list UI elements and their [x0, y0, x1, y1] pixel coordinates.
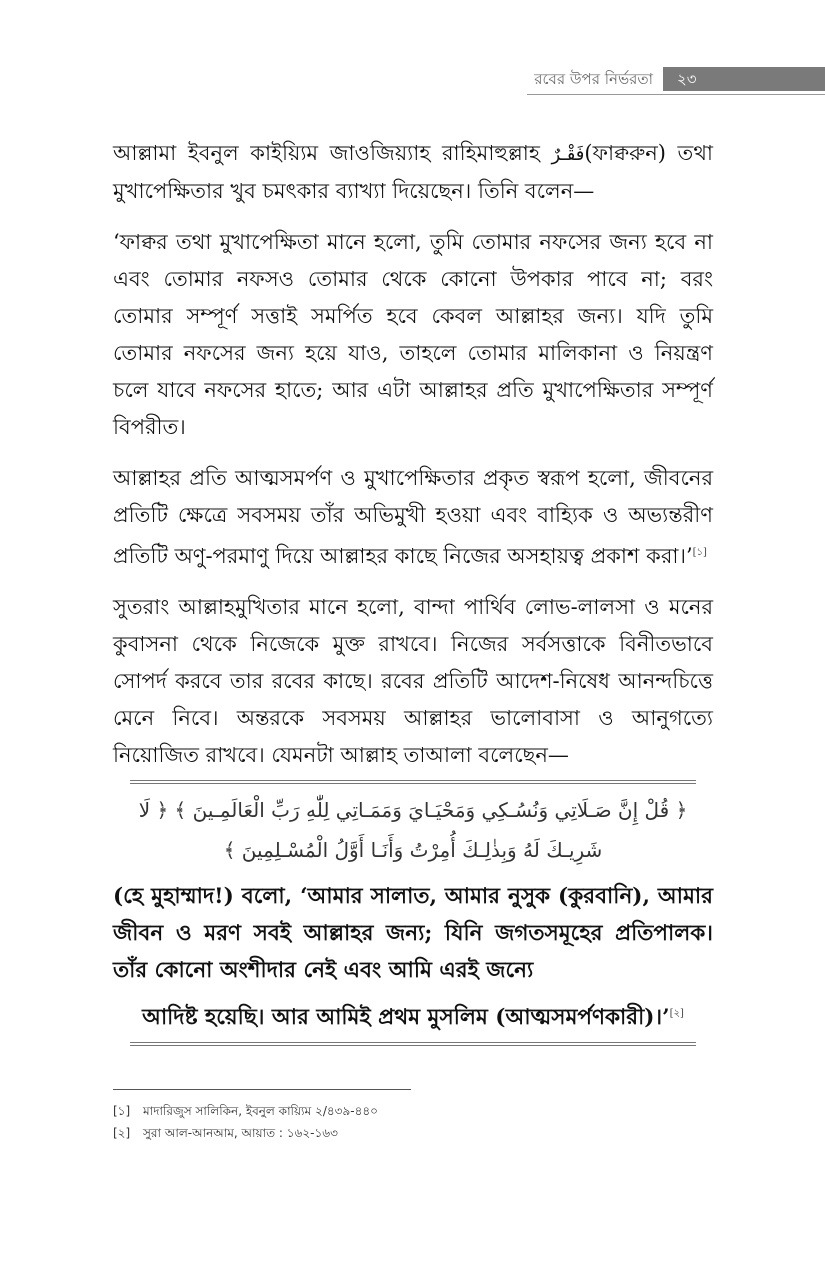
footnote-ref-2[interactable]: [২]: [669, 1008, 684, 1019]
paragraph-4: সুতরাং আল্লাহমুখিতার মানে হলো, বান্দা পার্থিব লোভ-লালসা ও মনের কুবাসনা থেকে নিজেকে মুক্ত রাখবে। নিজের সর্বসত্তাকে বিনীতভাবে সোপর্দ করবে তার রবের কাছে। রবের প্রতিটি আদেশ-নিষেধ আনন্দচিত্তে মেনে নিবে। অন্তরকে সবসময় আল্লাহর ভালোবাসা ও আনুগত্যে নিয়োজিত রাখবে। যেমনটা আল্লাহ তাআলা বলেছেন—: [113, 595, 713, 767]
footnote-2-text: সুরা আল-আনআম, আয়াত : ১৬২-১৬৩: [143, 1126, 338, 1140]
verse-translation: [113, 878, 713, 989]
verse-bottom-rule: [130, 1042, 696, 1046]
quran-verse: [113, 790, 713, 870]
footnote-1-marker: [১]: [113, 1104, 131, 1118]
header-rule: [527, 94, 825, 95]
footnotes: [113, 1100, 378, 1144]
verse-top-rule: [130, 780, 696, 784]
running-header: [0, 67, 825, 95]
paragraph-3-text: আল্লাহর প্রতি আত্মসমর্পণ ও মুখাপেক্ষিতার প্রকৃত স্বরূপ হলো, জীবনের প্রতিটি ক্ষেত্রে সবসময় তাঁর অভিমুখী হওয়া এবং বাহ্যিক ও অভ্যন্তরীণ প্রতিটি অণু-পরমাণু দিয়ে আল্লাহর কাছে নিজের অসহায়ত্ব প্রকাশ করা।’: [113, 466, 713, 568]
verse-translation-end: [113, 995, 713, 1036]
main-text: [113, 135, 713, 1052]
page-number: ২৩: [677, 70, 697, 88]
paragraph-3: [113, 460, 713, 575]
footnote-2: [113, 1122, 378, 1144]
verse-translation-text-b: আদিষ্ট হয়েছি। আর আমিই প্রথম মুসলিম (আত্মসমর্পণকারী)।’: [142, 1005, 670, 1031]
footnote-2-marker: [২]: [113, 1126, 131, 1140]
paragraph-1-text-a: আল্লামা ইবনুল কাইয়্যিম জাওজিয়্যাহ রাহিমাহুল্লাহ: [113, 141, 552, 165]
arabic-term: فَقْـرٌ: [551, 144, 585, 165]
footnote-ref-1[interactable]: [১]: [692, 547, 707, 558]
footnote-rule: [113, 1089, 411, 1090]
quran-verse-line-2: شَرِيـكَ لَهُ وَبِذٰلِـكَ أُمِرْتُ وَأَنَـا أَوَّلُ الْمُسْـلِمِينَ ﴾: [223, 838, 603, 862]
footnote-1: [113, 1100, 378, 1122]
paragraph-1-text-b: (ফাক্বরুন) তথা মুখাপেক্ষিতার খুব চমৎকার ব্যাখ্যা দিয়েছেন। তিনি বলেন—: [113, 141, 714, 203]
footnote-1-text: মাদারিজুস সালিকিন, ইবনুল কায়্যিম ২/৪৩৯-৪৪০: [143, 1104, 378, 1118]
running-header-title: রবের উপর নির্ভরতা: [534, 70, 653, 88]
paragraph-1: [113, 135, 713, 210]
verse-translation-text-a: (হে মুহাম্মাদ!) বলো, ‘আমার সালাত, আমার নুসুক (কুরবানি), আমার জীবন ও মরণ সবই আল্লাহর জন্য; যিনি জগতসমূহের প্রতিপালক। তাঁর কোনো অংশীদার নেই এবং আমি এরই জন্যে: [113, 884, 713, 983]
quran-verse-line-1: ﴿ قُلْ إِنَّ صَـلَاتِي وَنُسُـكِي وَمَحْيَـايَ وَمَمَـاتِي لِلّٰهِ رَبِّ الْعَالَمِـينَ ﴾ ﴿ لَا: [138, 798, 688, 822]
page-number-badge: [663, 67, 825, 91]
paragraph-2: ‘ফাক্বর তথা মুখাপেক্ষিতা মানে হলো, তুমি তোমার নফসের জন্য হবে না এবং তোমার নফসও তোমার থেকে কোনো উপকার পাবে না; বরং তোমার সম্পূর্ণ সত্তাই সমর্পিত হবে কেবল আল্লাহর জন্য। যদি তুমি তোমার নফসের জন্য হয়ে যাও, তাহলে তোমার মালিকানা ও নিয়ন্ত্রণ চলে যাবে নফসের হাতে; আর এটা আল্লাহর প্রতি মুখাপেক্ষিতার সম্পূর্ণ বিপরীত।: [113, 230, 713, 439]
